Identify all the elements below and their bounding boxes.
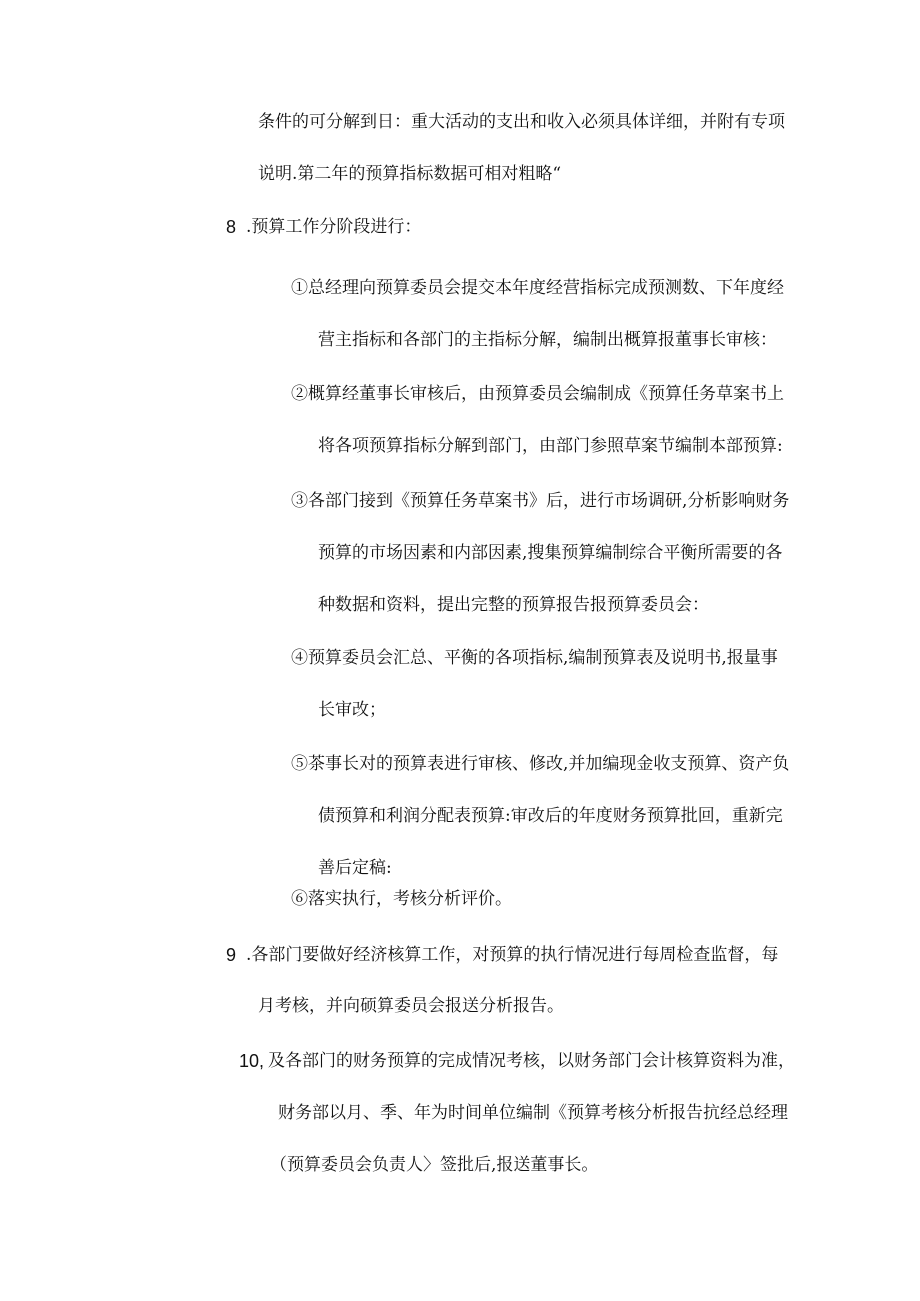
step-4-line-2: 长审改；	[318, 700, 386, 720]
step-6-line-1: ⑥落实执行，考核分析评价。	[291, 889, 512, 909]
item-9-line-2: 月考核，并向硕算委员会报送分析报告。	[258, 996, 564, 1016]
step-5-line-3: 善后定稿:	[318, 858, 392, 878]
item-9-line-1: .各部门要做好经济核算工作，对预算的执行情况进行每周检查监督，每	[246, 945, 779, 965]
step-4-line-1: ④预算委员会汇总、平衡的各项指标,编制预算表及说明书,报量事	[291, 648, 778, 668]
step-3-line-1: ③各部门接到《预算任务草案书》后，进行市场调研,分析影响财务	[291, 491, 790, 511]
step-5-line-1: ⑤茶事长对的预算表进行审核、修改,并加编现金收支预算、资产负	[291, 754, 790, 774]
item-8-title: .预算工作分阶段进行：	[246, 217, 422, 237]
step-1-line-1: ①总经理向预算委员会提交本年度经营指标完成预测数、下年度经	[291, 278, 784, 298]
item-10-number: 10,	[239, 1051, 265, 1071]
intro-line-1: 条件的可分解到日：重大活动的支出和收入必须具体详细，并附有专项	[258, 112, 785, 132]
step-2-line-2: 将各项预算指标分解到部门，由部门参照草案节编制本部预算:	[318, 436, 783, 456]
item-10-line-1: 及各部门的财务预算的完成情况考核，以财务部门会计核算资料为准，	[268, 1051, 795, 1071]
step-3-line-2: 预算的市场因素和内部因素,搜集预算编制综合平衡所需要的各	[318, 543, 783, 563]
item-9-number: 9	[226, 945, 237, 965]
step-1-line-2: 营主指标和各部门的主指标分解，编制出概算报董事长审核：	[318, 330, 777, 350]
item-10-line-2: 财务部以月、季、年为时间单位编制《预算考核分析报告抗经总经理	[278, 1103, 788, 1123]
item-10-line-3: （预算委员会负责人〉签批后,报送董事长。	[270, 1155, 599, 1175]
step-3-line-3: 种数据和资料，提出完整的预算报告报预算委员会：	[318, 595, 709, 615]
intro-line-2: 说明.第二年的预算指标数据可相对粗略“	[258, 164, 562, 184]
step-5-line-2: 债预算和利润分配表预算:审改后的年度财务预算批回，重新完	[318, 806, 783, 826]
item-8-number: 8	[226, 217, 237, 237]
step-2-line-1: ②概算经董事长审核后，由预算委员会编制成《预算任务草案书上	[291, 384, 784, 404]
